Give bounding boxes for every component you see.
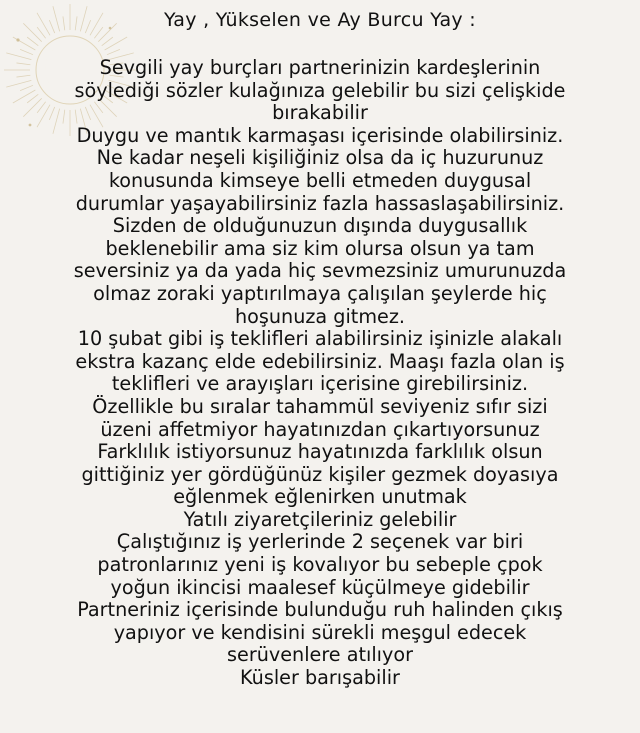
page-title: Yay , Yükselen ve Ay Burcu Yay : [164, 9, 476, 31]
text-line: Partneriniz içerisinde bulunduğu ruh halinden çıkış [77, 598, 563, 622]
text-line: teklifleri ve arayışları içerisine girebilirsiniz. [111, 372, 529, 396]
text-line: Küsler barışabilir [240, 666, 400, 690]
sun-ray [107, 49, 120, 54]
text-line: ekstra kazanç elde edebilirsiniz. Maaşı fazla olan iş [75, 349, 565, 373]
sun-ray [13, 37, 36, 50]
text-line: Ne kadar neşeli kişiliğiniz olsa da iç huzurunuz [96, 146, 544, 170]
text-line: eğlenmek eğlenirken unutmak [173, 485, 467, 509]
text-line: yoğun ikincisi maalesef küçülmeye gidebilir [110, 575, 530, 599]
text-line: bırakabilir [272, 101, 368, 125]
sun-ray [105, 37, 128, 50]
text-line: üzeni affetmiyor hayatınızdan çıkartıyorsunuz [100, 417, 540, 441]
sun-ray [20, 49, 33, 54]
sun-ray [27, 37, 38, 46]
text-line: hoşunuza gitmez. [234, 304, 405, 328]
text-line: serüvenlere atılıyor [227, 643, 413, 667]
text-line: yapıyor ve kendisini sürekli meşgul edecek [113, 620, 527, 644]
text-line: konusunda kimseye belli etmeden duygusal [108, 168, 532, 192]
text-line: gittiğiniz yer gördüğünüz kişiler gezmek doyasıya [81, 462, 559, 486]
text-line: Yatılı ziyaretçileriniz gelebilir [183, 507, 457, 531]
text-line: 10 şubat gibi iş teklifleri alabilirsiniz işinizle alakalı [77, 327, 563, 351]
text-line: Çalıştığınız iş yerlerinde 2 seçenek var biri [116, 530, 524, 554]
text-line: patronlarınız yeni iş kovalıyor bu sebeple çpok [97, 553, 543, 577]
text-line: Sevgili yay burçları partnerinizin kardeşlerinin [99, 56, 541, 79]
text-line: durumlar yaşayabilirsiniz fazla hassaslaşabilirsiniz. [75, 191, 565, 215]
horoscope-body [12, 57, 628, 690]
text-line: seversiniz ya da yada hiç sevmezsiniz umurunuzda [73, 259, 567, 283]
text-line: Sizden de olduğunuzun dışında duygusallık [112, 214, 528, 238]
text-line: Farklılık istiyorsunuz hayatınızda farklılık olsun [97, 440, 543, 464]
text-line: Duygu ve mantık karmaşası içerisinde olabilirsiniz. [76, 123, 564, 147]
text-line: söylediği sözler kulağınıza gelebilir bu sizi çelişkide [74, 78, 566, 102]
sun-ray [102, 37, 113, 46]
text-line: Özellikle bu sıralar tahammül seviyeniz sıfır sizi [92, 394, 548, 418]
text-line: beklenebilir ama siz kim olursa olsun ya tam [105, 236, 535, 260]
text-line: olmaz zoraki yaptırılmaya çalışılan şeylerde hiç [93, 281, 547, 305]
